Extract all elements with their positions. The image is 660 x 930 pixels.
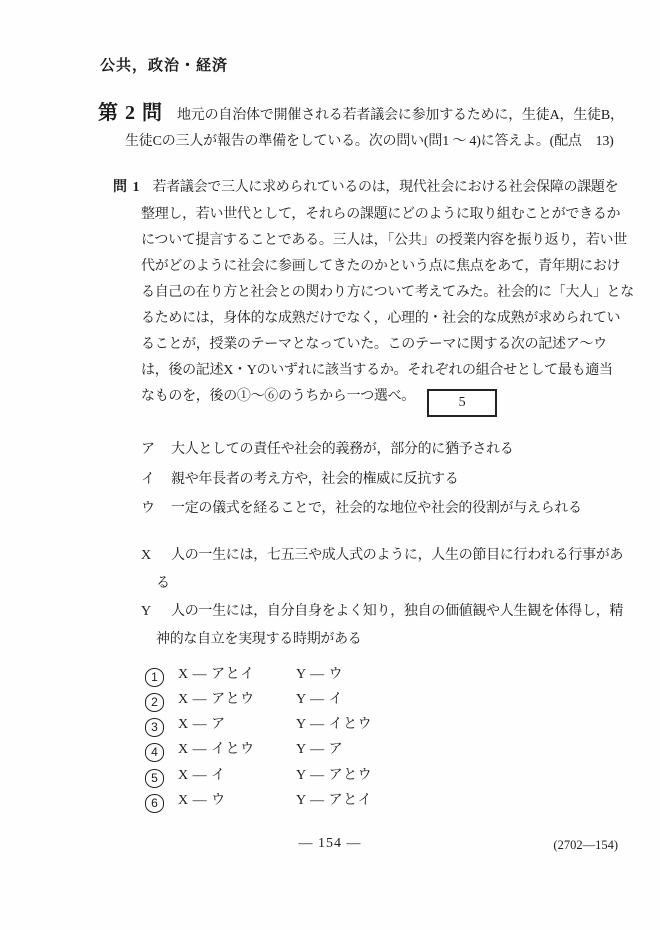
choice-4-y: Y ― ア: [296, 742, 344, 757]
choice-3-y: Y ― イとウ: [296, 717, 373, 732]
choice-5: [145, 764, 372, 788]
choice-6: [145, 789, 372, 813]
statement-x-label: X: [141, 548, 151, 563]
choice-5-x: X ― イ: [178, 768, 226, 783]
choice-6-x: X ― ウ: [178, 793, 226, 808]
statement-u-label: ウ: [141, 501, 155, 516]
statement-i-label: イ: [141, 472, 155, 487]
choice-4: [145, 738, 343, 762]
q1-body-line: について提言することである。三人は，「公共」の授業内容を振り返り，若い世: [141, 233, 627, 248]
q1-body-line: [141, 385, 497, 417]
choice-1: [145, 663, 343, 687]
choice-2: [145, 688, 343, 712]
subject-heading: 公共，政治・経済: [100, 58, 229, 74]
statement-y-text: 人の一生には，自分自身をよく知り，独自の価値観や人生観を体得し，精: [171, 604, 624, 619]
statement-a: [141, 438, 514, 458]
q1-body-text: 若者議会で三人に求められているのは，現代社会における社会保障の課題を: [152, 180, 619, 195]
choice-1-number-icon: 1: [145, 668, 164, 687]
statement-i: [141, 468, 458, 488]
statement-a-text: 大人としての責任や社会的義務が，部分的に猶予される: [171, 442, 514, 457]
statement-x-wrap: る: [156, 576, 170, 591]
question2-intro-line1: 地元の自治体で開催される若者議会に参加するために，生徒A，生徒B，: [177, 108, 624, 123]
choice-3: [145, 713, 372, 737]
choice-1-x: X ― アとイ: [178, 667, 255, 682]
statement-u: [141, 497, 582, 517]
statement-i-text: 親や年長者の考え方や，社会的権威に反抗する: [171, 472, 459, 487]
statement-y-label: Y: [141, 604, 151, 619]
footer-page-number: — 154 —: [298, 836, 362, 851]
q1-body-line: 代がどのように社会に参画してきたのかという点に焦点をあて，青年期におけ: [141, 259, 621, 274]
choice-6-y: Y ― アとイ: [296, 793, 373, 808]
question2-headline: [98, 96, 622, 125]
footer-print-code: (2702—154): [553, 838, 618, 852]
q1-label: 問 1: [113, 180, 141, 195]
choice-2-x: X ― アとウ: [178, 692, 255, 707]
q1-body-line: [113, 176, 618, 196]
choice-3-number-icon: 3: [145, 718, 164, 737]
q1-body-line: る自己の在り方と社会との関わり方について考えてみた。社会的に「大人」とな: [141, 285, 634, 300]
question2-number: 第 2 問: [98, 102, 163, 124]
q1-body-line: ることが，授業のテーマとなっていた。このテーマに関する次の記述ア～ウ: [141, 337, 607, 352]
question2-intro-line2: 生徒Cの三人が報告の準備をしている。次の問い(問1 ～ 4)に答えよ。(配点 13): [125, 134, 614, 149]
statement-y-wrap: 神的な自立を実現する時期がある: [156, 632, 362, 647]
q1-body-line: 整理し，若い世代として，それらの課題にどのように取り組むことができるか: [141, 207, 621, 222]
statement-x-text: 人の一生には，七五三や成人式のように，人生の節目に行われる行事があ: [171, 548, 624, 563]
choice-5-y: Y ― アとウ: [296, 768, 373, 783]
q1-body-line: るためには，身体的な成熟だけでなく，心理的・社会的な成熟が求められてい: [141, 311, 621, 326]
statement-x: [141, 544, 623, 564]
choice-5-number-icon: 5: [145, 769, 164, 788]
answer-number-box: 5: [427, 389, 497, 417]
choice-4-x: X ― イとウ: [178, 742, 255, 757]
choice-1-y: Y ― ウ: [296, 667, 344, 682]
choice-2-number-icon: 2: [145, 693, 164, 712]
statement-u-text: 一定の儀式を経ることで，社会的な地位や社会的役割が与えられる: [171, 501, 582, 516]
choice-4-number-icon: 4: [145, 743, 164, 762]
q1-body-line: は，後の記述X・Yのいずれに該当するか。それぞれの組合せとして最も適当: [141, 363, 613, 378]
choice-2-y: Y ― イ: [296, 692, 344, 707]
q1-body-text: なものを，後の①～⑥のうちから一つ選べ。: [141, 389, 415, 404]
statement-a-label: ア: [141, 442, 155, 457]
choice-6-number-icon: 6: [145, 794, 164, 813]
choice-3-x: X ― ア: [178, 717, 226, 732]
statement-y: [141, 600, 623, 620]
